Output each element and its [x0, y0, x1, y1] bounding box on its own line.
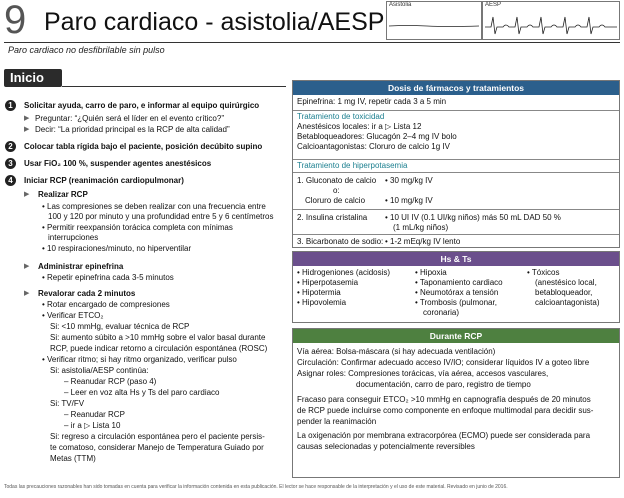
asistolia-waveform-icon: [387, 12, 481, 38]
step-4-text: Iniciar RCP (reanimación cardiopulmonar): [24, 176, 184, 185]
aesp-waveform-icon: [483, 12, 619, 38]
drugs-panel-title: Dosis de fármacos y tratamientos: [293, 81, 619, 95]
hs-ts-col-2: [415, 268, 503, 318]
hs-ts-item: • Hiperpotasemia: [297, 278, 359, 287]
tox-line: Betabloqueadores: Glucagón 2–4 mg IV bolo: [297, 132, 457, 141]
hiperk-right: • 1-2 mEq/kg IV lento: [385, 237, 461, 246]
reval-line: – Reanudar RCP (paso 4): [64, 377, 157, 386]
hiperk-left: o:: [333, 186, 340, 195]
durante-rcp-panel: [292, 328, 620, 478]
reval-line: Si: <10 mmHg, evaluar técnica de RCP: [50, 322, 190, 331]
page-title: Paro cardiaco - asistolia/AESP: [44, 8, 385, 36]
hiperk-left: Cloruro de calcio: [305, 196, 366, 205]
reval-line: Si: aumento súbito a >10 mmHg sobre el valor basal durante: [50, 333, 266, 342]
hiperk-right: • 10 mg/kg IV: [385, 196, 433, 205]
hiperk-row-2: [293, 209, 619, 234]
tox-title: Tratamiento de toxicidad: [297, 112, 385, 121]
tox-line: Anestésicos locales: ir a ▷ Lista 12: [297, 122, 422, 131]
hiperk-left: 1. Gluconato de calcio: [297, 176, 377, 185]
aesp-ecg-strip: [482, 1, 620, 40]
arrow-icon: ▶: [24, 290, 30, 297]
step-2-badge: 2: [5, 141, 16, 152]
epi-title: Administrar epinefrina: [38, 262, 124, 271]
durante-line: pender la reanimación: [297, 417, 377, 426]
durante-rcp-title: Durante RCP: [293, 329, 619, 343]
hs-ts-item: • Tóxicos: [527, 268, 560, 277]
header-divider: [4, 42, 620, 43]
reval-line: – Reanudar RCP: [64, 410, 125, 419]
step-3-badge: 3: [5, 158, 16, 169]
hs-ts-item: • Hipotermia: [297, 288, 341, 297]
reval-line: Si: asistolia/AESP continúa:: [50, 366, 149, 375]
step-4-badge: 4: [5, 175, 16, 186]
hs-ts-title: Hs & Ts: [293, 252, 619, 266]
durante-line: Asignar roles: Compresiones torácicas, vía aérea, accesos vasculares,: [297, 369, 549, 378]
arrow-icon: ▶: [24, 263, 30, 270]
arrow-icon: ▶: [24, 126, 30, 133]
hiperk-right: (1 mL/kg niños): [393, 223, 449, 232]
hiperk-section: [293, 159, 619, 172]
protocol-number: 9: [4, 0, 27, 42]
durante-line: causas selecionadas y potencialmente reversibles: [297, 442, 475, 451]
hs-ts-item: • Hipoxia: [415, 268, 447, 277]
durante-line: de RCP puede incluirse como componente en enfoque multimodal para decidir sus-: [297, 406, 594, 415]
step-1-sub-1: Preguntar: “¿Quién será el líder en el evento crítico?”: [35, 114, 224, 123]
arrow-icon: ▶: [24, 191, 30, 198]
aesp-label: AESP: [485, 2, 502, 8]
durante-line: Vía aérea: Bolsa-máscara (si hay adecuada ventilación): [297, 347, 496, 356]
drugs-panel: [292, 80, 620, 248]
reval-line: Si: regreso a circulación espontánea pero el paciente persis-: [50, 432, 265, 441]
durante-line: Fracaso para conseguir ETCO₂ >10 mmHg en capnografía después de 20 minutos: [297, 395, 591, 404]
durante-line: Circulación: Confirmar adecuado acceso IV/IO; considerar líquidos IV a goteo libre: [297, 358, 590, 367]
epi-line: • Repetir epinefrina cada 3-5 minutos: [42, 273, 174, 282]
rcp-line: • Permitir reexpansión torácica completa con mínimas: [42, 223, 233, 232]
toxicity-section: [293, 110, 619, 159]
hs-ts-item: calcioantagonista): [535, 298, 600, 307]
page-subtitle: Paro cardiaco no desfibrilable sin pulso: [8, 45, 165, 55]
reval-line: • Verificar ritmo; si hay ritmo organizado, verificar pulso: [42, 355, 237, 364]
reval-line: Metas (TTM): [50, 454, 96, 463]
hiperk-row-3: [293, 234, 619, 247]
step-1-sub-2: Decir: “La prioridad principal es la RCP de alta calidad”: [35, 125, 230, 134]
hiperk-row-1: [293, 172, 619, 209]
hs-ts-item: • Hipovolemia: [297, 298, 347, 307]
hiperk-right: • 10 UI IV (0.1 UI/kg niños) más 50 mL DAD 50 %: [385, 213, 561, 222]
reval-line: – Leer en voz alta Hs y Ts del paro cardiaco: [64, 388, 220, 397]
durante-rcp-body: [293, 343, 619, 453]
asistolia-label: Asistolia: [389, 2, 412, 8]
hs-ts-panel: [292, 251, 620, 323]
tox-line: Calcioantagonistas: Cloruro de calcio 1g IV: [297, 142, 450, 151]
hs-ts-col-3: [527, 268, 599, 308]
inicio-divider: [62, 86, 286, 87]
footer-disclaimer: Todas las precauciones razonables han sido tomadas en cuenta para verificar la información contenida en esta publicación. El lector se hace responsable de la interpretación y el uso de este material. Revisado en junio de 2016.: [4, 484, 508, 490]
hiperk-left: 2. Insulina cristalina: [297, 213, 368, 222]
hs-ts-item: coronaria): [423, 308, 460, 317]
rcp-line: • Las compresiones se deben realizar con una frecuencia entre: [42, 202, 266, 211]
hs-ts-item: • Trombosis (pulmonar,: [415, 298, 497, 307]
rcp-line: 100 y 120 por minuto y una profundidad entre 5 y 6 centímetros: [48, 212, 274, 221]
rcp-line: • 10 respiraciones/minuto, no hiperventilar: [42, 244, 192, 253]
asistolia-ecg-strip: [386, 1, 482, 40]
reval-line: Si: TV/FV: [50, 399, 85, 408]
hs-ts-item: • Hidrogeniones (acidosis): [297, 268, 391, 277]
epinefrina-dose: Epinefrina: 1 mg IV, repetir cada 3 a 5 min: [297, 97, 447, 106]
reval-line: te comatoso, considerar Manejo de Temperatura Guiado por: [50, 443, 264, 452]
rcp-line: interrupciones: [48, 233, 99, 242]
hs-ts-item: (anestésico local,: [535, 278, 597, 287]
inicio-heading: Inicio: [4, 69, 62, 87]
arrow-icon: ▶: [24, 115, 30, 122]
hiperk-left: 3. Bicarbonato de sodio:: [297, 237, 384, 246]
reval-title: Revalorar cada 2 minutos: [38, 289, 136, 298]
hs-ts-item: • Neumotórax a tensión: [415, 288, 499, 297]
reval-line: • Verificar ETCO₂: [42, 311, 104, 320]
step-1-text: Solicitar ayuda, carro de paro, e informar al equipo quirúrgico: [24, 101, 260, 110]
durante-line: documentación, carro de paro, registro de tiempo: [356, 380, 531, 389]
hiperk-title: Tratamiento de hiperpotasemia: [297, 161, 408, 170]
reval-line: – ir a ▷ Lista 10: [64, 421, 121, 430]
durante-line: La oxigenación por membrana extracorpórea (ECMO) puede ser considerada para: [297, 431, 591, 440]
hiperk-right: • 30 mg/kg IV: [385, 176, 433, 185]
reval-line: • Rotar encargado de compresiones: [42, 300, 170, 309]
hs-ts-item: • Taponamiento cardiaco: [415, 278, 503, 287]
step-2-text: Colocar tabla rígida bajo el paciente, posición decúbito supino: [24, 142, 263, 151]
step-3-text: Usar FiO₂ 100 %, suspender agentes anestésicos: [24, 159, 212, 168]
reval-line: RCP, puede indicar retorno a circulación espontánea (ROSC): [50, 344, 268, 353]
hs-ts-item: betabloqueador,: [535, 288, 593, 297]
rcp-title: Realizar RCP: [38, 190, 88, 199]
hs-ts-col-1: [297, 268, 390, 308]
step-1-badge: 1: [5, 100, 16, 111]
